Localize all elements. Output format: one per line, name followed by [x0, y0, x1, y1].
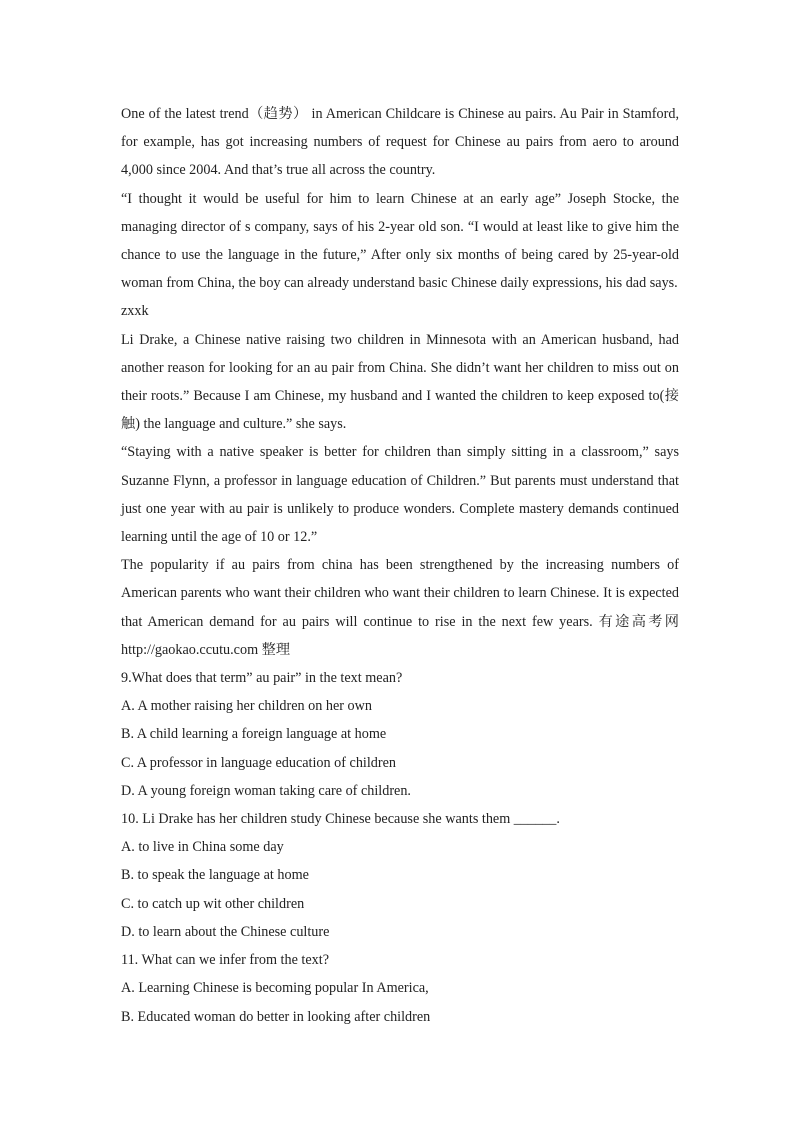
- question-11: [121, 946, 679, 1031]
- answer-option: B. A child learning a foreign language at home: [121, 726, 387, 743]
- answer-option: A. to live in China some day: [121, 839, 284, 856]
- question-10: [121, 805, 679, 946]
- passage-paragraph-2: “I thought it would be useful for him to learn Chinese at an early age” Joseph Stocke, the managing director of s company, says of his 2-year old son. “I would at least like to give him the chance to use the language in the future,” After only six months of being cared by 25-year-old woman from China, the boy can already understand basic Chinese daily expressions, his dad says.: [121, 190, 679, 292]
- passage-paragraph-3: Li Drake, a Chinese native raising two children in Minnesota with an American husband, had another reason for looking for an au pair from China. She didn’t want her children to miss out on their roots.” Because I am Chinese, my husband and I wanted the children to keep exposed to(接触) the language and culture.” she says.: [121, 331, 679, 433]
- answer-option: B. Educated woman do better in looking after children: [121, 1008, 431, 1025]
- passage-paragraph-5: The popularity if au pairs from china has been strengthened by the increasing numbers of American parents who want their children who want their children to learn Chinese. It is expected that American demand for au pairs will continue to rise in the next few years. 有途高考网 http://gaokao.ccutu.com 整理: [121, 557, 679, 658]
- document-page: [121, 100, 679, 1031]
- answer-option: D. to learn about the Chinese culture: [121, 923, 330, 940]
- answer-option: C. to catch up wit other children: [121, 895, 305, 912]
- answer-option: D. A young foreign woman taking care of children.: [121, 782, 411, 799]
- passage-note: zxxk: [121, 303, 149, 320]
- question-9: [121, 664, 679, 805]
- question-stem: 9.What does that term” au pair” in the text mean?: [121, 670, 403, 687]
- question-stem: 10. Li Drake has her children study Chinese because she wants them ______.: [121, 811, 560, 828]
- answer-option: A. Learning Chinese is becoming popular In America,: [121, 980, 429, 997]
- answer-option: A. A mother raising her children on her own: [121, 698, 372, 715]
- passage-paragraph-4: “Staying with a native speaker is better for children than simply sitting in a classroom,” says Suzanne Flynn, a professor in language education of Children.” But parents must understand that just one year with au pair is unlikely to produce wonders. Complete mastery demands continued learning until the age of 10 or 12.”: [121, 444, 679, 546]
- question-stem: 11. What can we infer from the text?: [121, 952, 329, 969]
- answer-option: C. A professor in language education of children: [121, 754, 397, 771]
- passage-paragraph-1: One of the latest trend（趋势） in American Childcare is Chinese au pairs. Au Pair in Stamford, for example, has got increasing numbers of request for Chinese au pairs from aero to around 4,000 since 2004. And that’s true all across the country.: [121, 106, 679, 179]
- answer-option: B. to speak the language at home: [121, 867, 309, 884]
